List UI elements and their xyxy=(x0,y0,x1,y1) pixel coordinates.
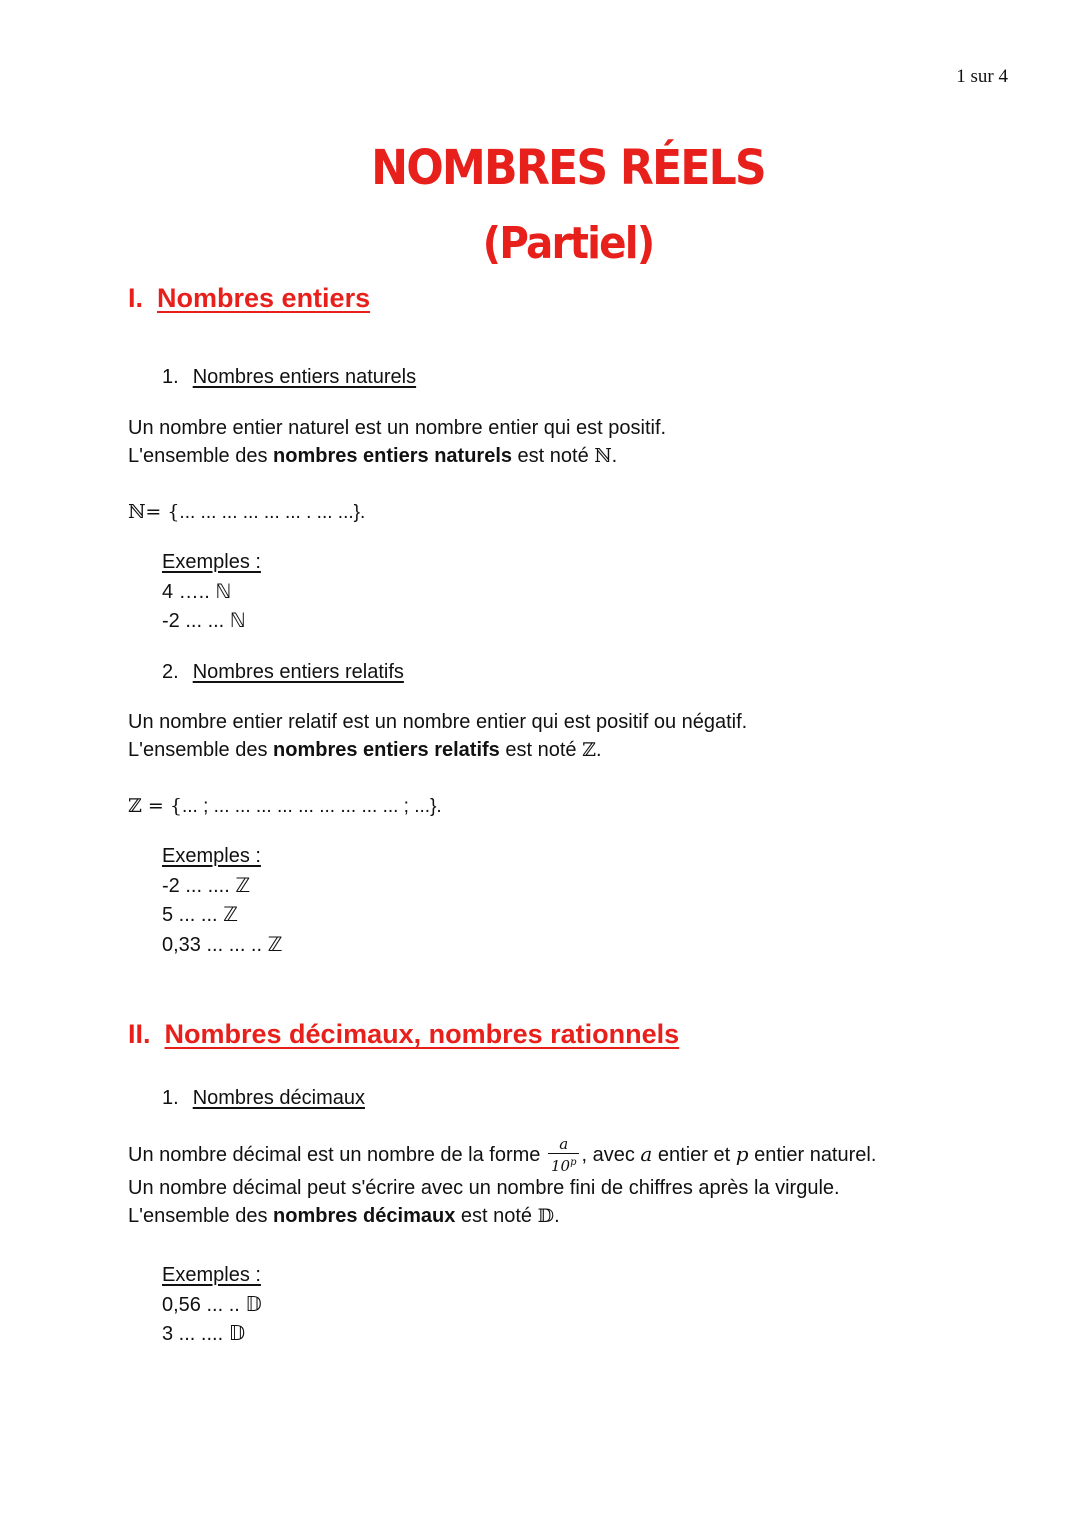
section-title: Nombres décimaux, nombres rationnels xyxy=(164,1019,680,1049)
paragraph-decimaux xyxy=(128,1134,876,1230)
subsection-number: 2. xyxy=(162,661,179,683)
example-item: 0,33 ... ... .. ℤ xyxy=(162,933,283,956)
subsection-heading-1-1 xyxy=(162,366,416,389)
example-item: 3 ... .... 𝔻 xyxy=(162,1323,246,1345)
text-line: Un nombre entier naturel est un nombre entier qui est positif. xyxy=(128,417,667,439)
set-symbol-z: ℤ xyxy=(582,739,596,761)
section-number: II. xyxy=(128,1019,151,1049)
examples-label: Exemples : xyxy=(162,1264,261,1286)
set-definition-n: ℕ= {... ... ... ... ... ... . ... ...}. xyxy=(128,501,366,523)
page-number: 1 sur 4 xyxy=(956,66,1008,87)
subsection-title: Nombres entiers relatifs xyxy=(192,661,404,683)
section-heading-2 xyxy=(128,1019,679,1050)
paragraph-naturels xyxy=(128,414,666,470)
subsection-number: 1. xyxy=(162,1087,179,1109)
subsection-title: Nombres entiers naturels xyxy=(192,366,417,388)
text-line: Un nombre décimal peut s'écrire avec un nombre fini de chiffres après la virgule. xyxy=(128,1177,840,1199)
example-item: 4 ….. ℕ xyxy=(162,580,232,603)
text-line: Un nombre entier relatif est un nombre entier qui est positif ou négatif. xyxy=(128,711,748,733)
fraction: $\frac{a}{10^p}$ xyxy=(548,1136,580,1175)
set-symbol-n: ℕ xyxy=(594,445,612,467)
example-item: -2 ... .... ℤ xyxy=(162,874,251,897)
text-line: Un nombre décimal est un nombre de la forme $\frac{a}{10^p}$ , avec a entier et p entier naturel. xyxy=(128,1135,877,1176)
examples-label: Exemples : xyxy=(162,845,261,867)
example-item: 0,56 ... .. 𝔻 xyxy=(162,1293,262,1316)
document-subtitle: (Partiel) xyxy=(482,218,654,269)
subsection-heading-2-1 xyxy=(162,1087,365,1110)
section-number: I. xyxy=(128,283,144,313)
examples-decimaux xyxy=(162,1261,262,1350)
subsection-number: 1. xyxy=(162,366,179,388)
examples-label: Exemples : xyxy=(162,551,261,573)
examples-naturels xyxy=(162,548,261,637)
subsection-heading-1-2 xyxy=(162,661,404,684)
section-heading-1 xyxy=(128,283,370,314)
example-item: -2 ... ... ℕ xyxy=(162,610,246,632)
section-title: Nombres entiers xyxy=(157,283,371,313)
text-line: L'ensemble des nombres décimaux est noté 𝔻. xyxy=(128,1205,560,1227)
text-line: L'ensemble des nombres entiers naturels est noté ℕ. xyxy=(128,445,618,467)
paragraph-relatifs xyxy=(128,708,747,764)
subsection-title: Nombres décimaux xyxy=(192,1087,365,1109)
text-line: L'ensemble des nombres entiers relatifs est noté ℤ. xyxy=(128,739,602,761)
examples-relatifs xyxy=(162,842,283,960)
set-symbol-d: 𝔻 xyxy=(537,1205,555,1227)
document-title: NOMBRES RÉELS xyxy=(371,140,765,196)
set-definition-z: ℤ = {... ; ... ... ... ... ... ... ... ... ... ; ...}. xyxy=(128,795,442,817)
example-item: 5 ... ... ℤ xyxy=(162,904,239,926)
